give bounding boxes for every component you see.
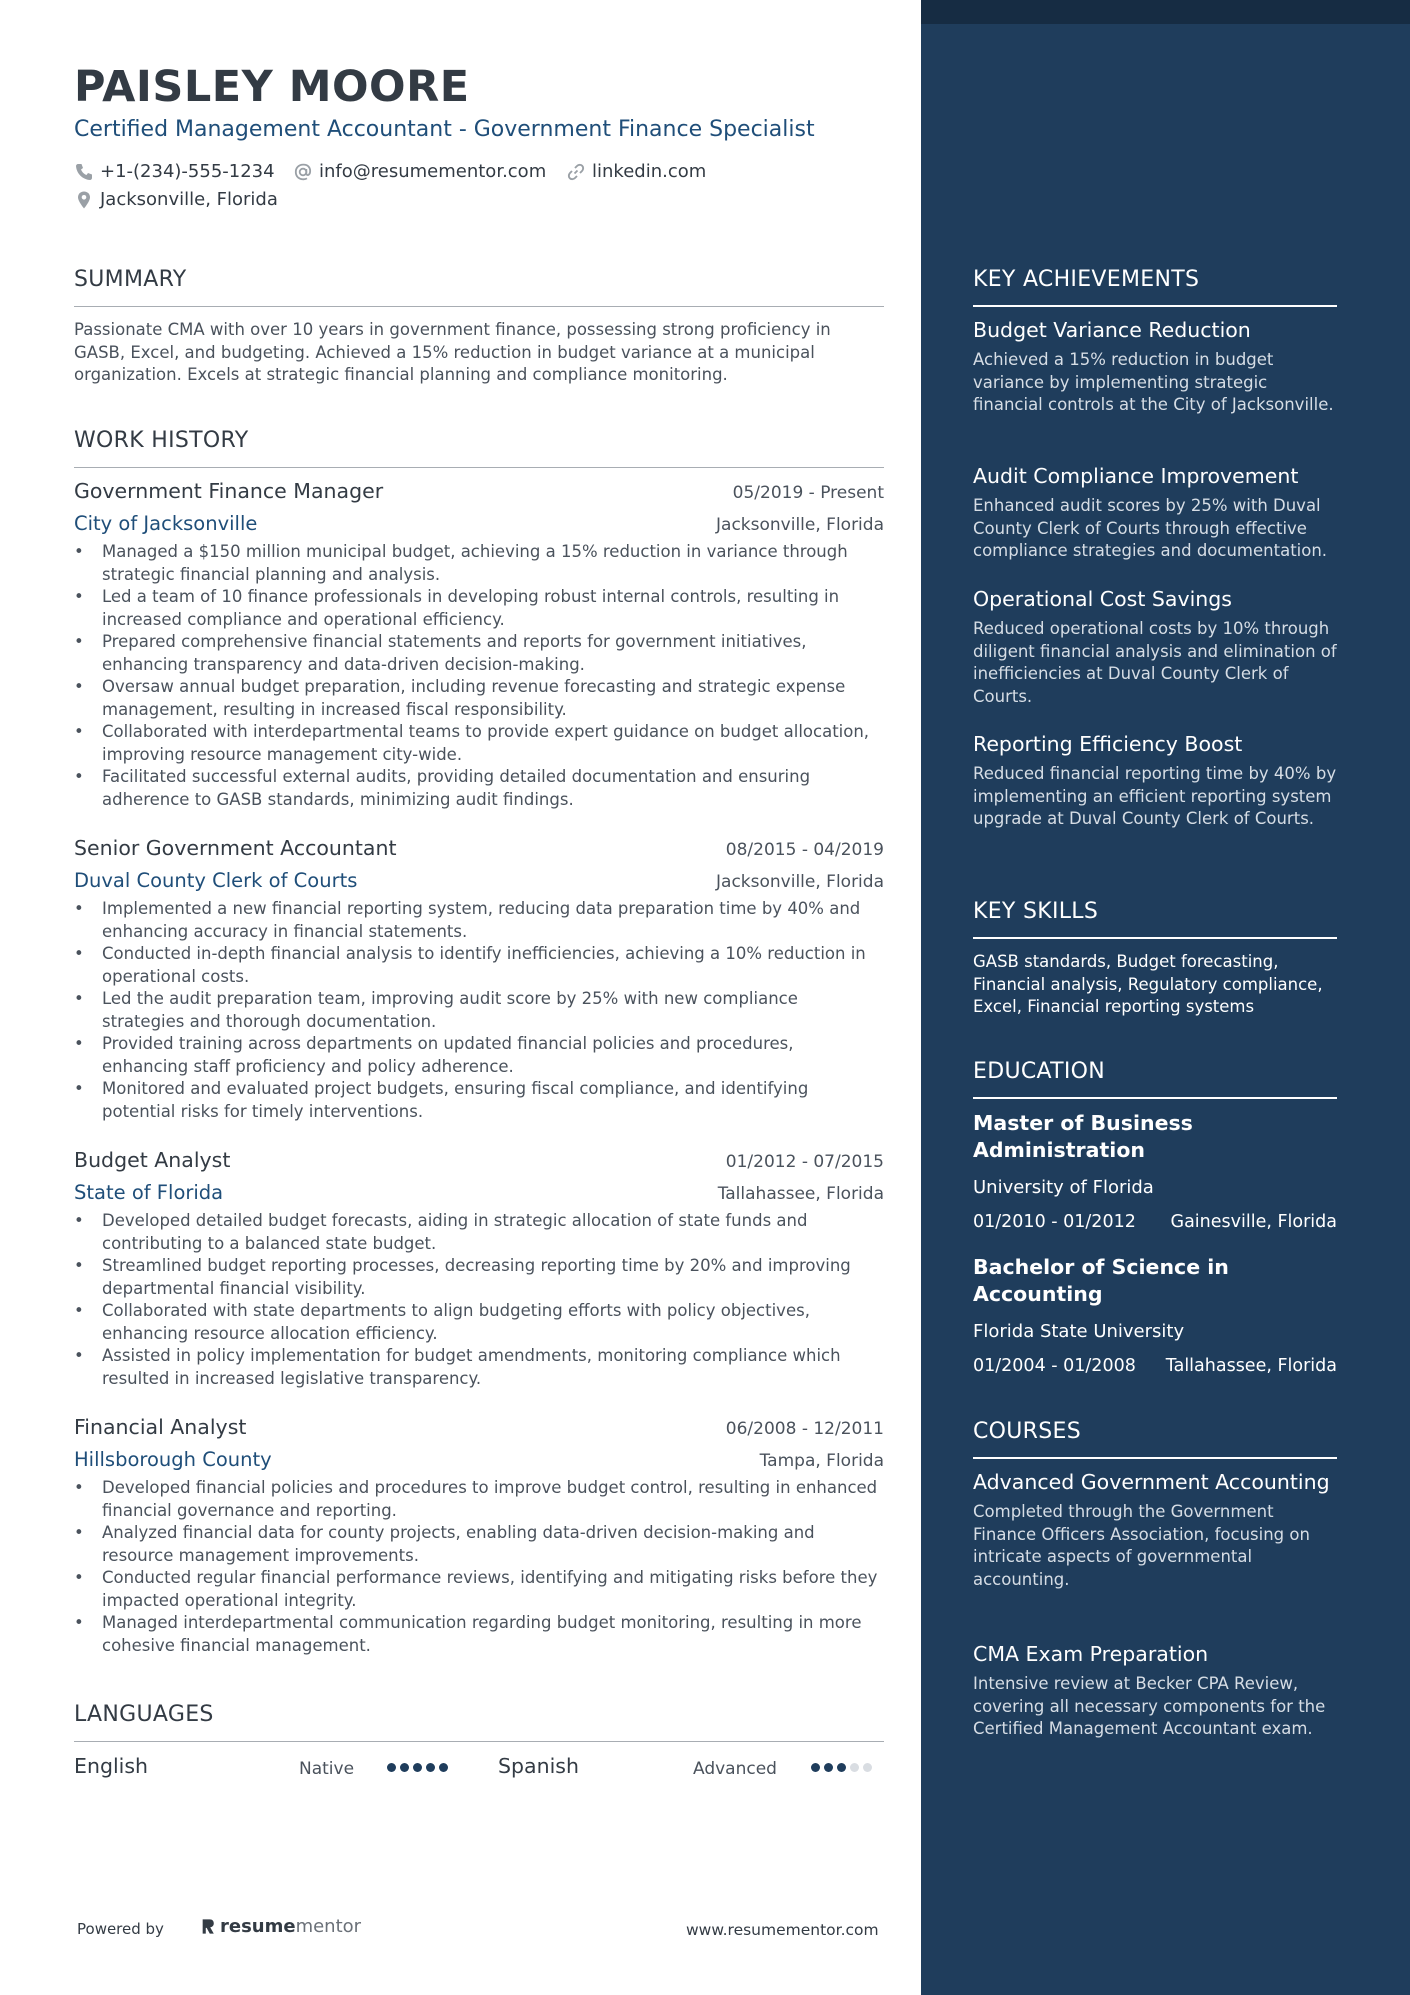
education-dates: 01/2004 - 01/2008 <box>973 1356 1136 1376</box>
education-degree: Bachelor of Science in Accounting <box>973 1255 1229 1306</box>
rating-dot-filled <box>824 1763 833 1772</box>
resumementor-logo-icon <box>200 1917 216 1936</box>
education-heading: EDUCATION <box>973 1059 1106 1084</box>
phone-icon <box>74 162 94 182</box>
courses-divider <box>973 1457 1337 1459</box>
rating-dot-filled <box>413 1763 422 1772</box>
job-location: Tallahassee, Florida <box>717 1184 884 1204</box>
education-meta <box>973 1212 1337 1232</box>
bullet-item: • Prepared comprehensive financial statements and reports for government initiatives, enhancing transparency and data-driven decision-making. <box>74 631 884 676</box>
job-dates: 01/2012 - 07/2015 <box>725 1152 884 1172</box>
job-entry <box>74 1148 884 1390</box>
at-sign-icon <box>293 162 313 182</box>
job-title: Government Finance Manager <box>74 479 384 503</box>
contact-linkedin[interactable] <box>566 161 706 182</box>
achievements-heading: KEY ACHIEVEMENTS <box>973 267 1200 292</box>
bullet-item: • Conducted regular financial performance reviews, identifying and mitigating risks before they impacted operational integrity. <box>74 1567 884 1612</box>
resumementor-logo[interactable] <box>200 1916 361 1937</box>
job-bullets <box>74 1210 884 1390</box>
language-level: Advanced <box>693 1759 777 1779</box>
education-school: Florida State University <box>973 1321 1185 1342</box>
achievement-desc: Achieved a 15% reduction in budget variance by implementing strategic financial controls at the City of Jacksonville. <box>973 350 1334 414</box>
bullet-item: • Conducted in-depth financial analysis to identify inefficiencies, achieving a 10% reduction in operational costs. <box>74 943 884 988</box>
job-title: Financial Analyst <box>74 1415 247 1439</box>
bullet-item: • Analyzed financial data for county projects, enabling data-driven decision-making and resource management improvements. <box>74 1522 884 1567</box>
bullet-item: • Streamlined budget reporting processes, decreasing reporting time by 20% and improving departmental financial visibility. <box>74 1255 884 1300</box>
job-bullets <box>74 898 884 1123</box>
job-bullets <box>74 541 884 811</box>
education-location: Gainesville, Florida <box>1170 1212 1337 1232</box>
rating-dot-filled <box>400 1763 409 1772</box>
achievement-item <box>973 463 1337 563</box>
bullet-item: • Led the audit preparation team, improving audit score by 25% with new compliance strategies and thorough documentation. <box>74 988 884 1033</box>
achievement-title: Audit Compliance Improvement <box>973 464 1299 488</box>
education-divider <box>973 1097 1337 1099</box>
language-rating <box>811 1763 872 1772</box>
bullet-item: • Collaborated with state departments to align budgeting efforts with policy objectives, enhancing resource allocation efficiency. <box>74 1300 884 1345</box>
job-entry <box>74 836 884 1123</box>
summary-heading: SUMMARY <box>74 267 187 292</box>
job-company: Hillsborough County <box>74 1448 272 1471</box>
achievement-item <box>973 586 1337 708</box>
course-item <box>973 1469 1337 1591</box>
logo-text-bold: resume <box>220 1916 296 1937</box>
achievement-title: Operational Cost Savings <box>973 587 1232 611</box>
rating-dot-filled <box>426 1763 435 1772</box>
work-history-heading: WORK HISTORY <box>74 428 249 453</box>
course-desc: Completed through the Government Finance Officers Association, focusing on intricate aspects of governmental accounting. <box>973 1502 1310 1589</box>
education-school: University of Florida <box>973 1177 1154 1198</box>
job-title: Budget Analyst <box>74 1148 231 1172</box>
course-item <box>973 1641 1337 1741</box>
contact-phone[interactable] <box>74 161 275 182</box>
achievement-title: Budget Variance Reduction <box>973 318 1251 342</box>
bullet-item: • Developed financial policies and procedures to improve budget control, resulting in enhanced financial governance and reporting. <box>74 1477 884 1522</box>
achievement-item <box>973 731 1337 831</box>
skills-heading: KEY SKILLS <box>973 899 1099 924</box>
language-rating <box>387 1763 448 1772</box>
job-location: Jacksonville, Florida <box>716 515 884 535</box>
bullet-item: • Implemented a new financial reporting system, reducing data preparation time by 40% and enhancing accuracy in financial statements. <box>74 898 884 943</box>
contact-email[interactable] <box>293 161 546 182</box>
bullet-item: • Assisted in policy implementation for budget amendments, monitoring compliance which resulted in increased legislative transparency. <box>74 1345 884 1390</box>
contact-location <box>74 189 278 210</box>
job-title: Senior Government Accountant <box>74 836 397 860</box>
location-pin-icon <box>74 190 94 210</box>
summary-divider <box>74 306 884 307</box>
rating-dot-filled <box>439 1763 448 1772</box>
sidebar-top-bar <box>921 0 1410 24</box>
summary-text: Passionate CMA with over 10 years in government finance, possessing strong proficiency in GASB, Excel, and budgeting. Achieved a 15% reduction in budget variance at a municipal organization. Excels at strategic financial planning and compliance monitoring. <box>74 320 831 384</box>
logo-text-normal: mentor <box>295 1916 362 1937</box>
job-entry <box>74 1415 884 1657</box>
bullet-item: • Collaborated with interdepartmental teams to provide expert guidance on budget allocation, improving resource management city-wide. <box>74 721 884 766</box>
achievement-desc: Reduced operational costs by 10% through diligent financial analysis and elimination of inefficiencies at Duval County Clerk of Courts. <box>973 619 1337 706</box>
job-bullets <box>74 1477 884 1657</box>
language-name: English <box>74 1754 149 1778</box>
bullet-item: • Managed interdepartmental communication regarding budget monitoring, resulting in more cohesive financial management. <box>74 1612 884 1657</box>
course-title: Advanced Government Accounting <box>973 1470 1330 1494</box>
linkedin-text: linkedin.com <box>592 161 707 182</box>
work-history-divider <box>74 467 884 468</box>
candidate-headline: Certified Management Accountant - Government Finance Specialist <box>74 117 815 142</box>
rating-dot-filled <box>811 1763 820 1772</box>
job-company: Duval County Clerk of Courts <box>74 869 358 892</box>
languages-divider <box>74 1741 884 1742</box>
rating-dot-empty <box>850 1763 859 1772</box>
powered-by-label: Powered by <box>77 1920 164 1938</box>
language-level: Native <box>299 1759 355 1779</box>
bullet-item: • Led a team of 10 finance professionals in developing robust internal controls, resulting in increased compliance and operational efficiency. <box>74 586 884 631</box>
course-title: CMA Exam Preparation <box>973 1642 1209 1666</box>
bullet-item: • Provided training across departments on updated financial policies and procedures, enhancing staff proficiency and policy adherence. <box>74 1033 884 1078</box>
phone-text: +1-(234)-555-1234 <box>100 161 275 182</box>
skills-text: GASB standards, Budget forecasting, Financial analysis, Regulatory compliance, Excel, Financial reporting systems <box>973 952 1323 1016</box>
rating-dot-filled <box>837 1763 846 1772</box>
job-dates: 06/2008 - 12/2011 <box>725 1419 884 1439</box>
bullet-item: • Facilitated successful external audits, providing detailed documentation and ensuring adherence to GASB standards, minimizing audit findings. <box>74 766 884 811</box>
achievement-title: Reporting Efficiency Boost <box>973 732 1243 756</box>
location-text: Jacksonville, Florida <box>100 189 278 210</box>
course-desc: Intensive review at Becker CPA Review, covering all necessary components for the Certified Management Accountant exam. <box>973 1674 1326 1738</box>
bullet-item: • Oversaw annual budget preparation, including revenue forecasting and strategic expense management, resulting in increased fiscal responsibility. <box>74 676 884 721</box>
candidate-name: PAISLEY MOORE <box>74 62 470 112</box>
job-company: City of Jacksonville <box>74 512 258 535</box>
job-entry <box>74 479 884 811</box>
education-meta <box>973 1356 1337 1376</box>
achievements-divider <box>973 305 1337 307</box>
achievement-desc: Reduced financial reporting time by 40% by implementing an efficient reporting system upgrade at Duval County Clerk of Courts. <box>973 764 1337 828</box>
achievement-item <box>973 317 1337 417</box>
bullet-item: • Developed detailed budget forecasts, aiding in strategic allocation of state funds and contributing to a balanced state budget. <box>74 1210 884 1255</box>
education-location: Tallahassee, Florida <box>1165 1356 1337 1376</box>
job-dates: 08/2015 - 04/2019 <box>725 840 884 860</box>
footer-url[interactable]: www.resumementor.com <box>686 1921 879 1939</box>
job-location: Tampa, Florida <box>759 1451 884 1471</box>
achievement-desc: Enhanced audit scores by 25% with Duval County Clerk of Courts through effective compliance strategies and documentation. <box>973 496 1328 560</box>
skills-divider <box>973 937 1337 939</box>
bullet-item: • Monitored and evaluated project budgets, ensuring fiscal compliance, and identifying potential risks for timely interventions. <box>74 1078 884 1123</box>
job-company: State of Florida <box>74 1181 224 1204</box>
language-name: Spanish <box>498 1754 579 1778</box>
bullet-item: • Managed a $150 million municipal budget, achieving a 15% reduction in variance through strategic financial planning and analysis. <box>74 541 884 586</box>
rating-dot-filled <box>387 1763 396 1772</box>
courses-heading: COURSES <box>973 1419 1081 1444</box>
languages-heading: LANGUAGES <box>74 1702 214 1727</box>
education-dates: 01/2010 - 01/2012 <box>973 1212 1136 1232</box>
rating-dot-empty <box>863 1763 872 1772</box>
link-icon <box>566 162 586 182</box>
job-location: Jacksonville, Florida <box>716 872 884 892</box>
education-degree: Master of Business Administration <box>973 1111 1193 1162</box>
email-text: info@resumementor.com <box>319 161 547 182</box>
job-dates: 05/2019 - Present <box>732 483 884 503</box>
